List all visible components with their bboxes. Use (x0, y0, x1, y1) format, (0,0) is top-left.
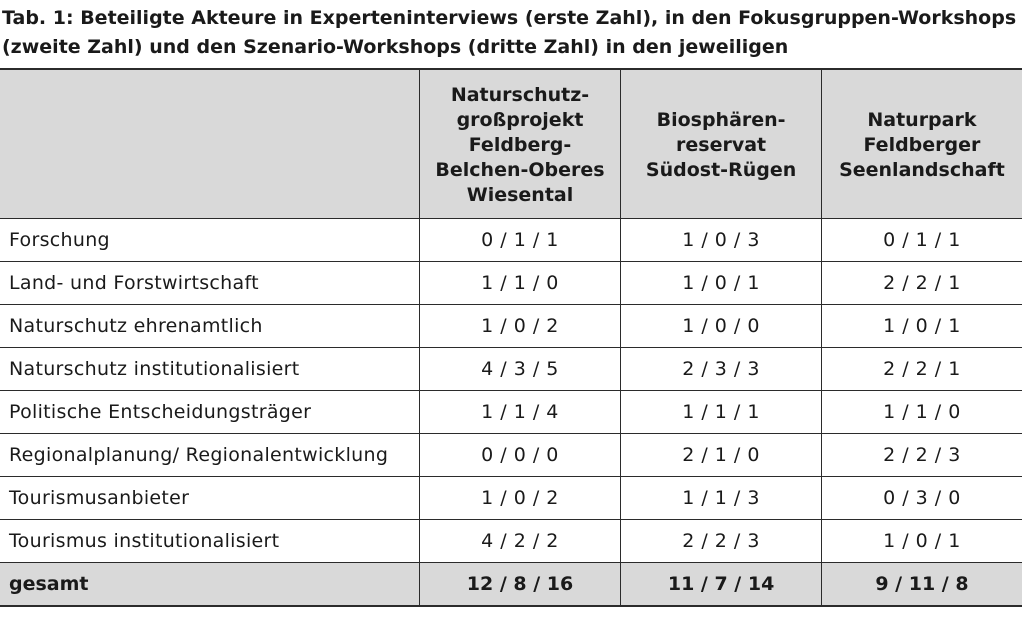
header-line: großprojekt (456, 108, 584, 131)
cell-feldberg-belchen: 1 / 0 / 2 (419, 477, 621, 520)
cell-suedost-ruegen: 1 / 0 / 1 (621, 262, 822, 305)
row-label: Politische Entscheidungsträger (0, 391, 419, 434)
cell-feldberger-seenlandschaft: 1 / 0 / 1 (821, 520, 1022, 563)
cell-feldberg-belchen: 4 / 3 / 5 (419, 348, 621, 391)
header-suedost-ruegen (621, 69, 822, 219)
row-label: Land- und Forstwirtschaft (0, 262, 419, 305)
cell-feldberg-belchen: 1 / 0 / 2 (419, 305, 621, 348)
header-line: Südost-Rügen (645, 158, 797, 181)
table-row (0, 305, 1022, 348)
table-row (0, 219, 1022, 262)
table-row (0, 391, 1022, 434)
cell-suedost-ruegen: 2 / 2 / 3 (621, 520, 822, 563)
header-line: Feldberger (863, 133, 981, 156)
row-label: Naturschutz ehrenamtlich (0, 305, 419, 348)
cell-suedost-ruegen: 1 / 0 / 0 (621, 305, 822, 348)
cell-feldberger-seenlandschaft: 2 / 2 / 1 (821, 348, 1022, 391)
cell-feldberg-belchen: 0 / 1 / 1 (419, 219, 621, 262)
row-label: Naturschutz institutionalisiert (0, 348, 419, 391)
cell-suedost-ruegen: 1 / 0 / 3 (621, 219, 822, 262)
cell-feldberg-belchen: 0 / 0 / 0 (419, 434, 621, 477)
cell-suedost-ruegen: 1 / 1 / 1 (621, 391, 822, 434)
table-row (0, 348, 1022, 391)
header-line: Wiesental (466, 183, 574, 206)
caption-line-1: Tab. 1: Beteiligte Akteure in Experteninterviews (erste Zahl), in den Fokusgruppen-Workshops (2, 7, 1017, 29)
table-header-row (0, 69, 1022, 219)
total-suedost-ruegen: 11 / 7 / 14 (621, 563, 822, 607)
cell-suedost-ruegen: 1 / 1 / 3 (621, 477, 822, 520)
row-label: Regionalplanung/ Regionalentwicklung (0, 434, 419, 477)
header-line: Naturschutz- (450, 83, 590, 106)
total-feldberg-belchen: 12 / 8 / 16 (419, 563, 621, 607)
table-total-row (0, 563, 1022, 607)
total-feldberger-seenlandschaft: 9 / 11 / 8 (821, 563, 1022, 607)
table-row (0, 262, 1022, 305)
header-feldberger-seenlandschaft (821, 69, 1022, 219)
total-label: gesamt (0, 563, 419, 607)
header-line: Feldberg- (468, 133, 572, 156)
table-row (0, 477, 1022, 520)
header-line: Seenlandschaft (839, 158, 1005, 181)
cell-feldberg-belchen: 4 / 2 / 2 (419, 520, 621, 563)
cell-feldberger-seenlandschaft: 1 / 1 / 0 (821, 391, 1022, 434)
header-feldberg-belchen (419, 69, 621, 219)
cell-feldberg-belchen: 1 / 1 / 4 (419, 391, 621, 434)
cell-feldberger-seenlandschaft: 0 / 3 / 0 (821, 477, 1022, 520)
cell-feldberger-seenlandschaft: 1 / 0 / 1 (821, 305, 1022, 348)
caption-line-2: (zweite Zahl) und den Szenario-Workshops (dritte Zahl) in den jeweiligen (2, 36, 789, 58)
cell-feldberger-seenlandschaft: 0 / 1 / 1 (821, 219, 1022, 262)
cell-feldberger-seenlandschaft: 2 / 2 / 3 (821, 434, 1022, 477)
cell-feldberg-belchen: 1 / 1 / 0 (419, 262, 621, 305)
header-line: Belchen-Oberes (435, 158, 605, 181)
cell-suedost-ruegen: 2 / 3 / 3 (621, 348, 822, 391)
header-line: Naturpark (867, 108, 977, 131)
row-label: Forschung (0, 219, 419, 262)
actors-table (0, 68, 1022, 607)
cell-feldberger-seenlandschaft: 2 / 2 / 1 (821, 262, 1022, 305)
row-label: Tourismusanbieter (0, 477, 419, 520)
table-row (0, 434, 1022, 477)
cell-suedost-ruegen: 2 / 1 / 0 (621, 434, 822, 477)
header-line: Biosphären- (656, 108, 786, 131)
header-empty-cell (0, 69, 419, 219)
header-line: reservat (676, 133, 767, 156)
row-label: Tourismus institutionalisiert (0, 520, 419, 563)
table-row (0, 520, 1022, 563)
